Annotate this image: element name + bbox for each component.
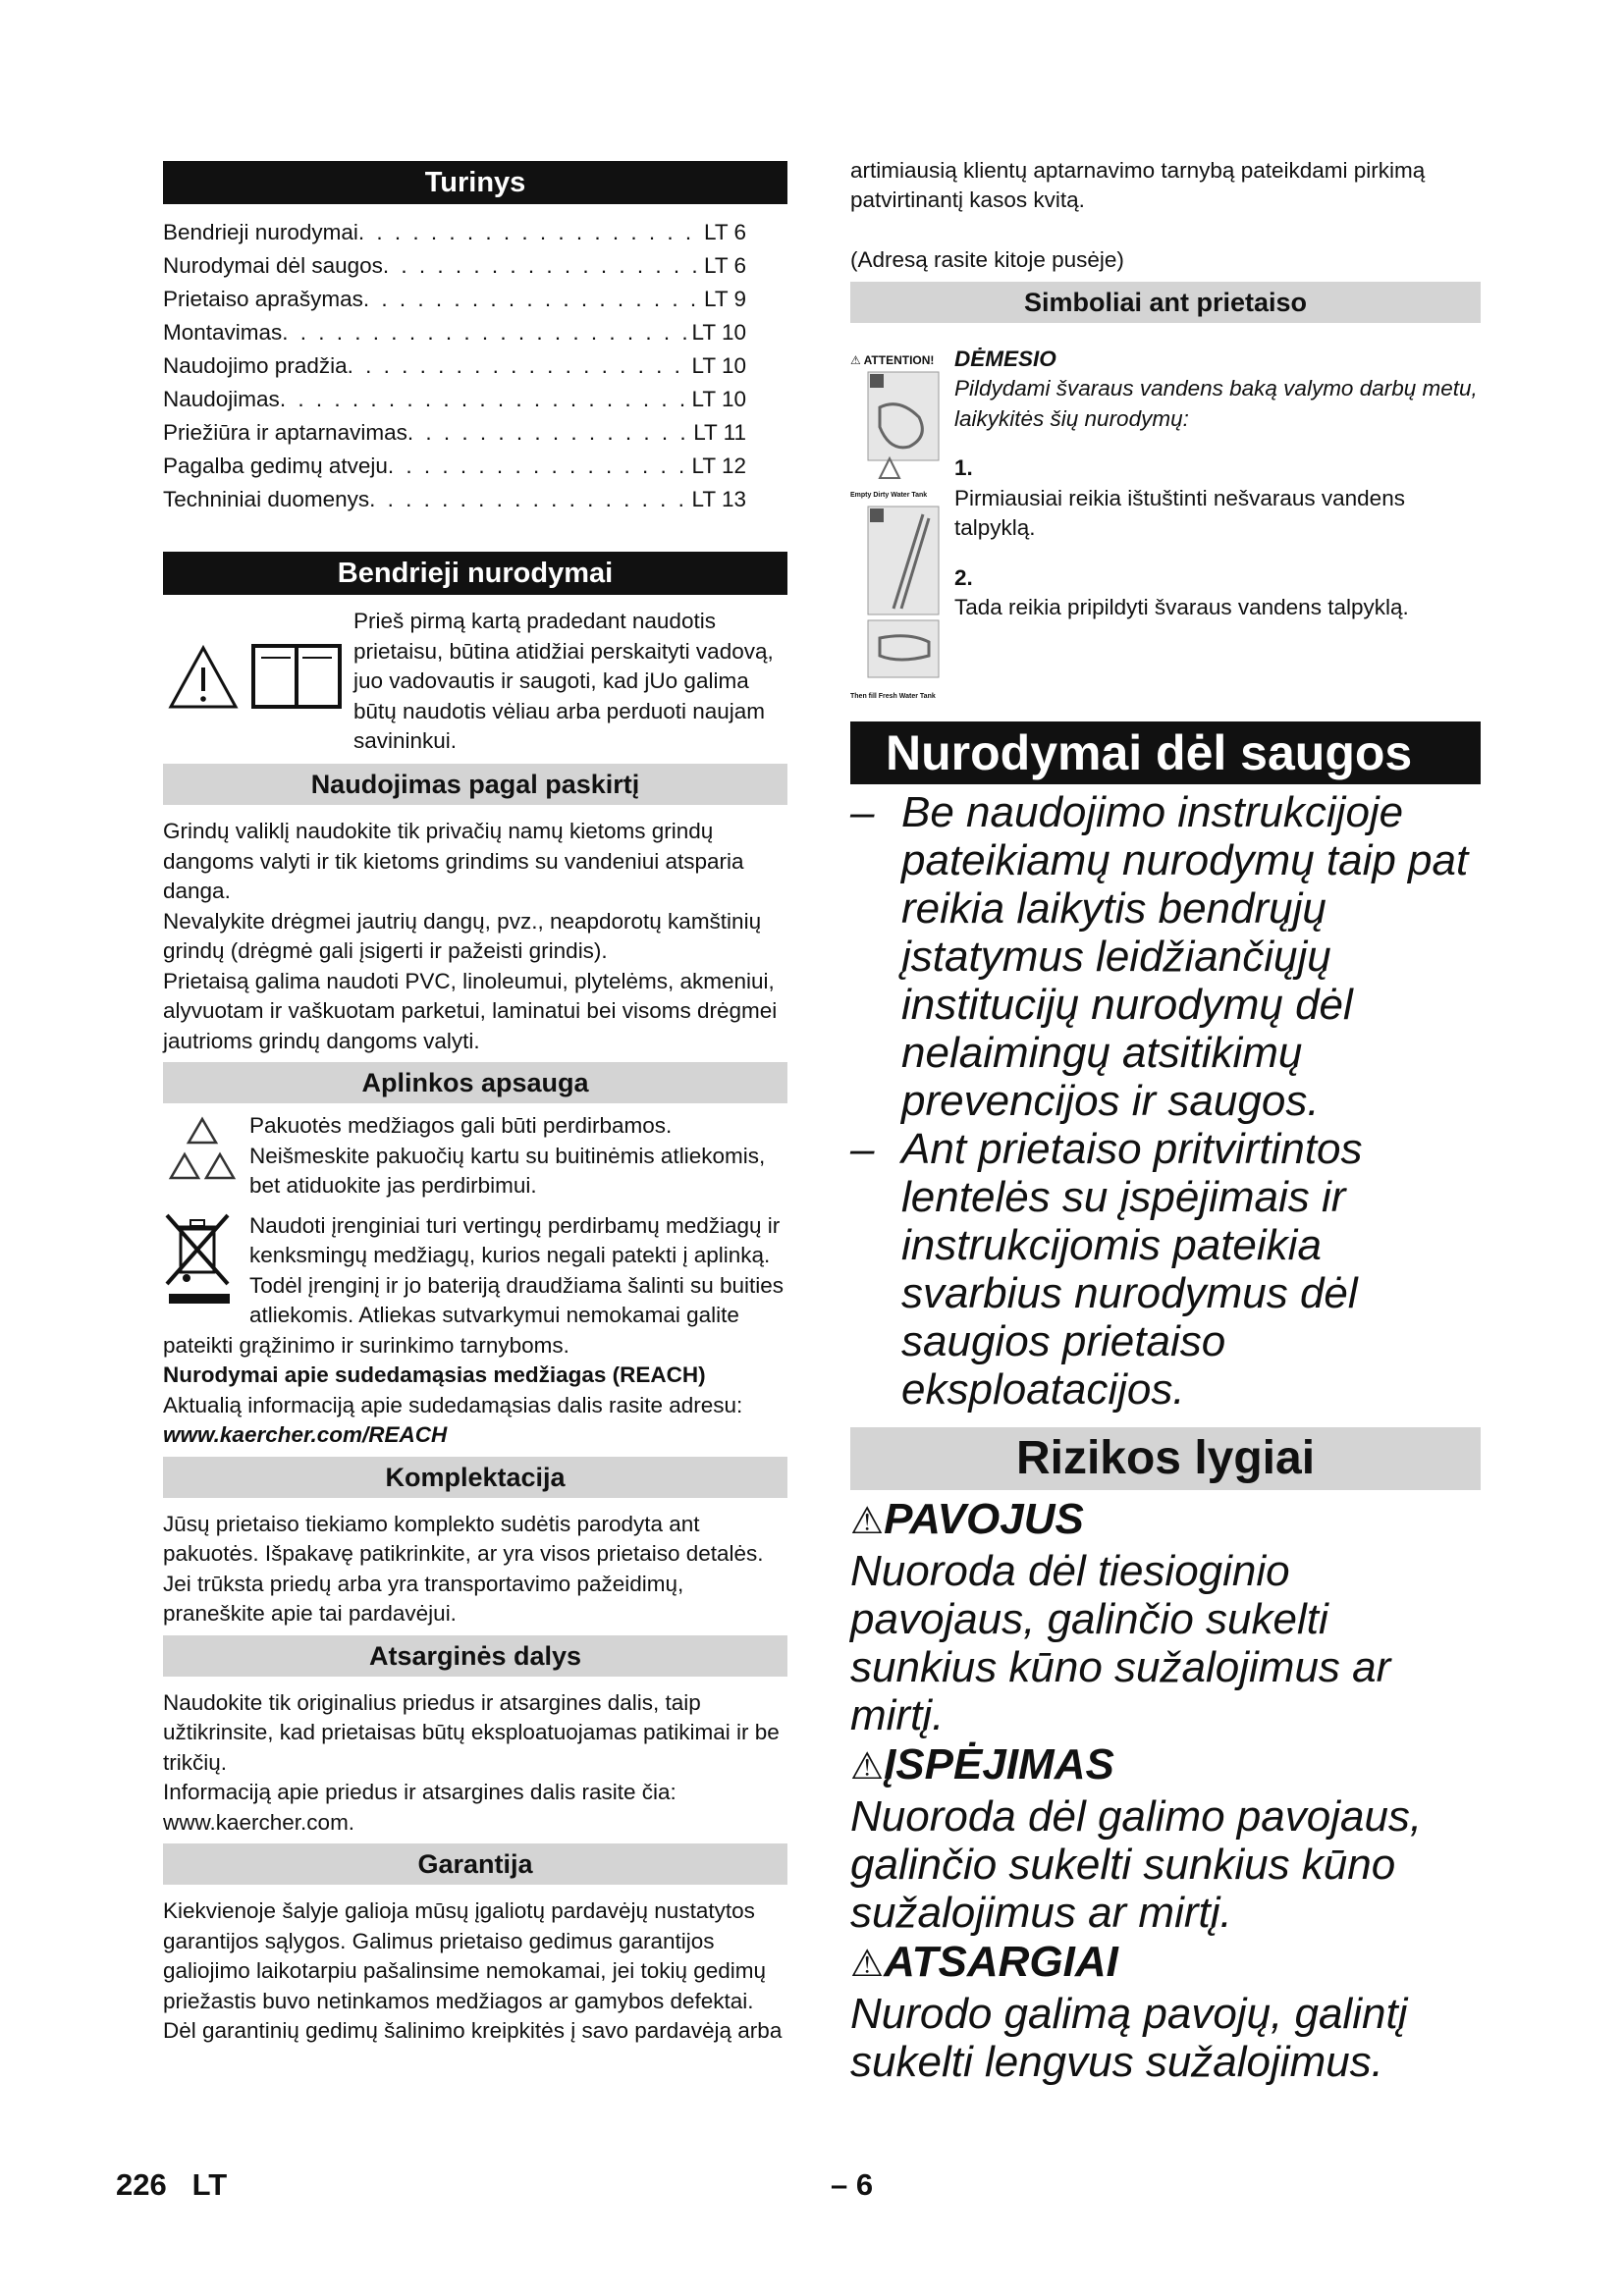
attention-label-text: ATTENTION! (863, 352, 935, 367)
spares-section (163, 1688, 787, 1839)
intended-use-section (163, 817, 787, 1056)
safety-list (850, 788, 1481, 1414)
warning-triangle-icon (163, 632, 353, 740)
toc-entry-title: Bendrieji nurodymai (163, 220, 358, 244)
toc-entry-page: LT 10 (691, 387, 746, 411)
attention-decal (850, 345, 948, 702)
toc-entry[interactable] (163, 383, 746, 416)
toc-entry-page: LT 10 (691, 320, 746, 345)
disposal-text (163, 1211, 787, 1362)
toc-entry-page: LT 10 (691, 353, 746, 378)
intended-use-p2: Nevalykite drėgmei jautrių dangų, pvz., neapdorotų kamštinių grindų (drėgmė gali įsigerti ir pažeisti grindis). (163, 908, 762, 963)
toc-entry-title: Naudojimas (163, 387, 280, 411)
crossed-bin-icon (163, 1211, 242, 1314)
disposal-block (163, 1211, 787, 1362)
warning-level-title (850, 1739, 1481, 1792)
step2-text: Tada reikia pripildyti švaraus vandens talpyklą. (954, 595, 1409, 619)
toc-entry[interactable] (163, 316, 746, 349)
toc-entry[interactable] (163, 283, 746, 316)
page-footer-left (116, 2167, 227, 2203)
caption-fill-fresh: Then fill Fresh Water Tank (850, 692, 936, 700)
intended-use-p1: Grindų valiklį naudokite tik privačių namų kietoms grindų dangoms valyti ir tik kietoms grindims su vandeniui atsparia danga. (163, 819, 744, 903)
caution-title-text: ATSARGIAI (884, 1937, 1118, 1986)
spares-heading: Atsarginės dalys (163, 1635, 787, 1677)
right-column (850, 155, 1481, 2086)
caution-level-text: Nurodo galimą pavojų, galintį sukelti lengvus sužalojimus. (850, 1989, 1408, 2086)
toc-entry-page: LT 6 (704, 220, 746, 244)
toc-entry-page: LT 6 (704, 253, 746, 278)
warning-level-text: Nuoroda dėl galimo pavojaus, galinčio sukelti sunkius kūno sužalojimus ar mirtį. (850, 1791, 1423, 1937)
general-heading: Bendrieji nurodymai (163, 552, 787, 595)
local-page-number: – 6 (831, 2167, 874, 2202)
step2-number: 2. (954, 564, 973, 590)
environment-section (163, 1111, 787, 1451)
reach-link[interactable]: www.kaercher.com/REACH (163, 1422, 448, 1447)
recycling-block (163, 1111, 787, 1201)
warning-level-triangle-icon: ⚠ (850, 1745, 885, 1788)
toc-entry-page: LT 9 (704, 287, 746, 311)
toc-entry-page: LT 12 (691, 454, 746, 478)
safety-heading: Nurodymai dėl saugos (850, 721, 1481, 784)
warranty-p1: Kiekvienoje šalyje galioja mūsų įgaliotų pardavėjų nustatytos garantijos sąlygos. Galimus prietaiso gedimus garantijos galiojimo laikotarpiu pašalinsime nemokamai, jei tokių gedimų priežastis buvo netinkamos medžiagos ar gamybos defektai. Dėl garantinių gedimų šalinimo kreipkitės į savo pardavėją arba (163, 1898, 783, 2043)
table-of-contents (163, 216, 787, 516)
safety-item: – Ant prietaiso pritvirtintos lentelės su įspėjimais ir instrukcijomis pateikia svarbius nurodymus dėl saugios prietaiso eksploatacijos. (850, 1125, 1481, 1414)
intended-use-heading: Naudojimas pagal paskirtį (163, 764, 787, 805)
scope-heading: Komplektacija (163, 1457, 787, 1498)
page-number: 226 (116, 2167, 167, 2202)
toc-entry[interactable] (163, 416, 746, 450)
toc-entry[interactable] (163, 483, 746, 516)
toc-entry[interactable] (163, 216, 746, 249)
language-code: LT (191, 2167, 228, 2202)
risk-heading: Rizikos lygiai (850, 1427, 1481, 1490)
toc-entry[interactable] (163, 349, 746, 383)
symbols-block (850, 345, 1481, 702)
recycling-text: Pakuotės medžiagos gali būti perdirbamos. Neišmeskite pakuočių kartu su buitinėmis atliekomis, bet atiduokite jas perdirbimui. (249, 1113, 766, 1198)
safety-item-text: Ant prietaiso pritvirtintos lentelės su įspėjimais ir instrukcijomis pateikia svarbius nurodymus dėl saugios prietaiso eksploatacijos. (901, 1124, 1363, 1414)
attention-label (850, 352, 948, 368)
spares-p1: Naudokite tik originalius priedus ir atsargines dalis, taip užtikrinsite, kad prietaisas būtų eksploatuojamas patikimai ir be trikčių. (163, 1689, 780, 1775)
recycle-icon (163, 1111, 249, 1201)
general-intro-block (163, 607, 787, 764)
reach-title: Nurodymai apie sudedamąsias medžiagas (REACH) (163, 1362, 706, 1387)
intended-use-p3: Prietaisą galima naudoti PVC, linoleumui, plytelėms, akmeniui, alyvuotam ir vaškuotam parketui, laminatui bei visoms drėgmei jautrioms grindų dangoms valyti. (163, 968, 778, 1053)
toc-entry-title: Montavimas (163, 320, 283, 345)
warranty-heading: Garantija (163, 1843, 787, 1885)
environment-heading: Aplinkos apsauga (163, 1062, 787, 1103)
safety-item-text: Be naudojimo instrukcijoje pateikiamų nurodymų taip pat reikia laikytis bendrųjų įstatymus leidžiančiųjų institucijų nurodymų dėl nelaimingų atsitikimų prevencijos ir saugos. (901, 787, 1469, 1125)
risk-levels (850, 1494, 1481, 2086)
toc-entry-title: Priežiūra ir aptarnavimas (163, 420, 407, 445)
warning-title: DĖMESIO (954, 346, 1056, 371)
toc-entry-page: LT 13 (691, 487, 746, 511)
toc-entry-page: LT 11 (693, 420, 746, 445)
caution-level-title (850, 1937, 1481, 1990)
toc-entry-title: Techniniai duomenys (163, 487, 370, 511)
symbols-text (948, 345, 1481, 702)
danger-level-title (850, 1494, 1481, 1547)
reach-text: Aktualią informaciją apie sudedamąsias dalis rasite adresu: (163, 1392, 743, 1417)
scope-p1: Jūsų prietaiso tiekiamo komplekto sudėtis parodyta ant pakuotės. Išpakavę patikrinkite, ar yra visos prietaiso detalės. (163, 1511, 764, 1566)
empty-dirty-tank-illustration (850, 368, 945, 486)
read-manual-icons (163, 607, 353, 764)
warning-text: Pildydami švaraus vandens baką valymo darbų metu, laikykitės šių nurodymų: (954, 376, 1478, 431)
danger-title-text: PAVOJUS (884, 1494, 1084, 1543)
scope-section (163, 1510, 787, 1629)
toc-entry-title: Naudojimo pradžia (163, 353, 348, 378)
fill-fresh-tank-illustration (850, 501, 945, 687)
disposal-text-content: Naudoti įrenginiai turi vertingų perdirbamų medžiagų ir kenksmingų medžiagų, kurios negali patekti į aplinką. Todėl įrenginį ir jo bateriją draudžiama šalinti su buities atliekomis. Atliekas sutvarkymui nemokamai galite pateikti grąžinimo ir surinkimo tarnyboms. (163, 1212, 785, 1358)
warranty-continued-text: artimiausią klientų aptarnavimo tarnybą pateikdami pirkimą patvirtinantį kasos kvitą. (850, 157, 1426, 212)
danger-level-text: Nuoroda dėl tiesioginio pavojaus, galinčio sukelti sunkius kūno sužalojimus ar mirtį. (850, 1546, 1391, 1739)
toc-entry-title: Nurodymai dėl saugos (163, 253, 383, 278)
warranty-continued (850, 155, 1481, 245)
warning-title-text: ĮSPĖJIMAS (884, 1739, 1114, 1789)
warranty-p2: (Adresą rasite kitoje pusėje) (850, 247, 1124, 272)
step1-number: 1. (954, 455, 973, 480)
danger-triangle-icon: ⚠ (850, 1500, 885, 1542)
symbols-heading: Simboliai ant prietaiso (850, 282, 1481, 323)
toc-heading: Turinys (163, 161, 787, 204)
spares-p2: Informaciją apie priedus ir atsargines dalis rasite čia: www.kaercher.com. (163, 1780, 677, 1835)
toc-entry-title: Pagalba gedimų atveju (163, 454, 388, 478)
manual-book-icon (253, 646, 340, 707)
left-column (163, 161, 787, 2046)
caption-empty-dirty: Empty Dirty Water Tank (850, 491, 928, 499)
safety-item: – Be naudojimo instrukcijoje pateikiamų nurodymų taip pat reikia laikytis bendrųjų įstatymus leidžiančiųjų institucijų nurodymų dėl nelaimingų atsitikimų prevencijos ir saugos. (850, 788, 1481, 1125)
caution-triangle-icon: ⚠ (850, 1943, 885, 1985)
attention-triangle-icon: ⚠ (850, 352, 861, 367)
warranty-section-left (163, 1896, 787, 2046)
scope-p2: Jei trūksta priedų arba yra transportavimo pažeidimų, praneškite apie tai pardavėjui. (163, 1571, 684, 1626)
step1-text: Pirmiausiai reikia ištuštinti nešvaraus vandens talpyklą. (954, 485, 1405, 540)
toc-entry[interactable] (163, 249, 746, 283)
toc-entry-title: Prietaiso aprašymas (163, 287, 363, 311)
toc-entry[interactable] (163, 450, 746, 483)
general-intro-text: Prieš pirmą kartą pradedant naudotis prietaisu, būtina atidžiai perskaityti vadovą, juo vadovautis ir saugoti, kad jUo galima būtų naudotis vėliau arba perduoti naujam savininkui. (353, 609, 774, 753)
